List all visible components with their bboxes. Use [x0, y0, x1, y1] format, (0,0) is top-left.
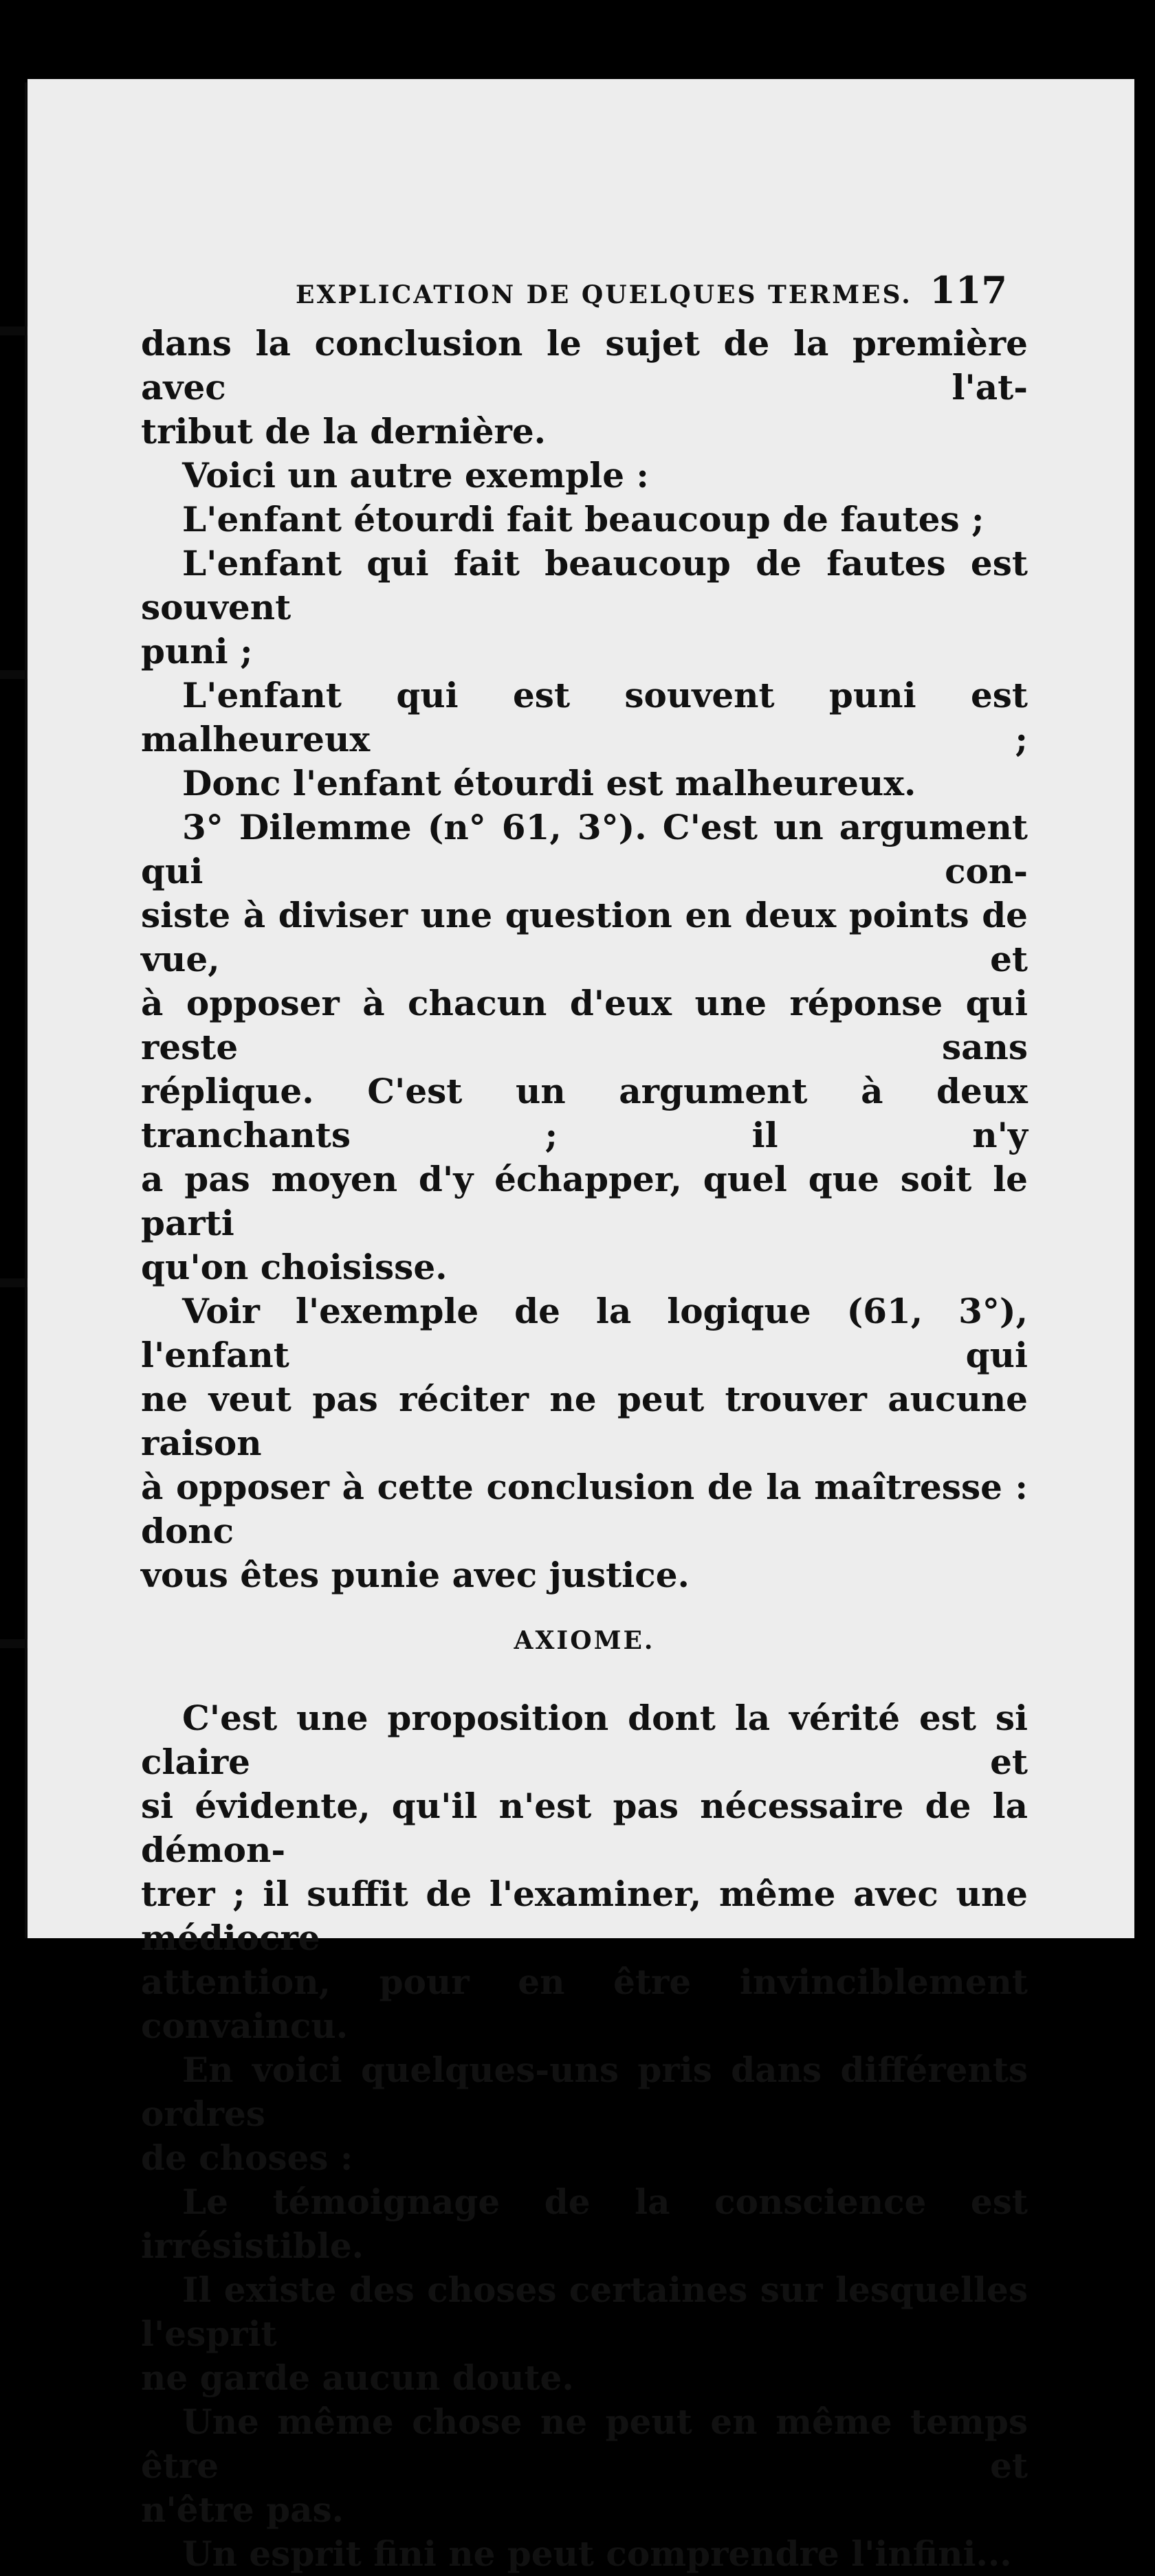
text-line: L'enfant qui est souvent puni est malheureux ; [141, 675, 1028, 759]
text-line: puni ; [141, 631, 253, 671]
text-line: Voici un autre exemple : [182, 455, 649, 496]
running-header [141, 268, 1028, 312]
text-line: siste à diviser une question en deux points de vue, et [141, 895, 1028, 979]
text-line: à opposer à cette conclusion de la maîtresse : donc [141, 1467, 1028, 1551]
running-title: EXPLICATION DE QUELQUES TERMES. [296, 280, 912, 309]
text-line: Il existe des choses certaines sur lesquelles l'esprit [141, 2269, 1028, 2354]
text-line: a pas moyen d'y échapper, quel que soit le parti [141, 1159, 1028, 1243]
page-number: 117 [930, 268, 1007, 312]
text-line: trer ; il suffit de l'examiner, même avec une médiocre [141, 1874, 1028, 1958]
text-line: vous êtes punie avec justice. [141, 1555, 690, 1595]
text-line: réplique. C'est un argument à deux tranchants ; il n'y [141, 1071, 1028, 1155]
text-line: attention, pour en être invinciblement convaincu. [141, 1962, 1028, 2046]
binding-edge [25, 82, 27, 1938]
text-line: Voir l'exemple de la logique (61, 3°), l'enfant qui [141, 1291, 1028, 1375]
text-line: dans la conclusion le sujet de la première avec l'at- [141, 323, 1028, 408]
page-text [141, 268, 1028, 2576]
text-line: En voici quelques-uns pris dans différents ordres [141, 2050, 1028, 2134]
text-line: qu'on choisisse. [141, 1247, 448, 1287]
text-line: Donc l'enfant étourdi est malheureux. [182, 763, 916, 803]
text-line: à opposer à chacun d'eux une réponse qui reste sans [141, 983, 1028, 1067]
text-line: ne garde aucun doute. [141, 2357, 574, 2398]
text-line: si évidente, qu'il n'est pas nécessaire de la démon- [141, 1786, 1028, 1870]
text-line: 3° Dilemme (n° 61, 3°). C'est un argument qui con- [141, 807, 1028, 891]
text-line: L'enfant qui fait beaucoup de fautes est souvent [141, 543, 1028, 628]
text-line: n'être pas. [141, 2489, 344, 2530]
text-line: Une même chose ne peut en même temps être et [141, 2401, 1028, 2486]
text-line: C'est une proposition dont la vérité est si claire et [141, 1698, 1028, 1782]
text-line: tribut de la dernière. [141, 411, 547, 452]
text-line: de choses : [141, 2138, 353, 2178]
text-line: L'enfant étourdi fait beaucoup de fautes ; [182, 499, 984, 540]
section-heading: AXIOME. [514, 1626, 655, 1655]
text-line: ne veut pas réciter ne peut trouver aucune raison [141, 1379, 1028, 1463]
text-line: Un esprit fini ne peut comprendre l'infini... [182, 2533, 1012, 2574]
text-line: Le témoignage de la conscience est irrésistible. [141, 2181, 1028, 2266]
